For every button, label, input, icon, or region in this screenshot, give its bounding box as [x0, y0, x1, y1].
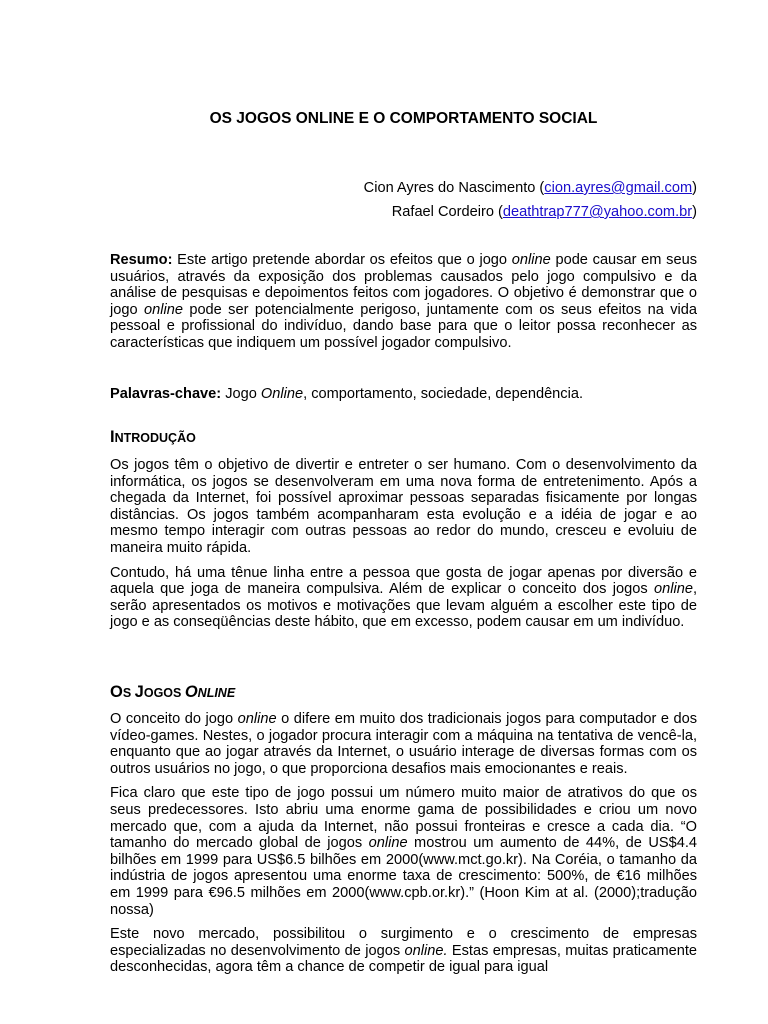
- abstract-label: Resumo:: [110, 252, 173, 268]
- body-paragraph: Contudo, há uma tênue linha entre a pessoa que gosta de jogar apenas por diversão e aquela que joga de maneira compulsiva. Além de explicar o conceito dos jogos online, serão apresentados os motivos e motivações que levam alguém a escolher este tipo de jogo e as conseqüências deste hábito, que em excesso, podem causar em um indivíduo.: [110, 564, 697, 631]
- abstract: [110, 252, 697, 352]
- page-title: OS JOGOS ONLINE E O COMPORTAMENTO SOCIAL: [209, 110, 598, 127]
- author-name: Cion Ayres do Nascimento: [363, 180, 536, 196]
- author-email-link[interactable]: deathtrap777@yahoo.com.br: [502, 204, 693, 220]
- keywords-paragraph: Palavras-chave: Jogo Online, comportamento, sociedade, dependência.: [110, 386, 584, 402]
- author-name: Rafael Cordeiro: [391, 204, 494, 220]
- author-line: Rafael Cordeiro (deathtrap777@yahoo.com.br): [391, 204, 697, 220]
- section-heading: OS JOGOS ONLINE: [110, 683, 236, 701]
- body-paragraph: Este novo mercado, possibilitou o surgimento e o crescimento de empresas especializadas no desenvolvimento de jogos online. Estas empresas, muitas praticamente desconhecidas, agora têm a chance de competir de igual para igual: [110, 926, 698, 976]
- author-email-link[interactable]: cion.ayres@gmail.com: [544, 180, 693, 196]
- body-paragraph: O conceito do jogo online o difere em muito dos tradicionais jogos para computador e dos vídeo-games. Nestes, o jogador procura interagir com a máquina na tentativa de vencê-la, enquanto que ao jogar através da Internet, o usuário interage de diversas formas com os outros usuários no jogo, o que proporciona desafios mais emocionantes e reais.: [110, 711, 697, 777]
- introduction-body: [110, 457, 697, 631]
- author-line: Cion Ayres do Nascimento (cion.ayres@gmail.com): [363, 180, 697, 196]
- section-introduction: [110, 428, 697, 447]
- keywords-label: Palavras-chave:: [110, 386, 222, 402]
- section-heading: INTRODUÇÃO: [110, 428, 196, 446]
- body-paragraph: Fica claro que este tipo de jogo possui um número muito maior de atrativos do que os seus predecessores. Isto abriu uma enorme gama de possibilidades e criou um novo mercado que, com a ajuda da Internet, não possui fronteiras e cresce a cada dia. “O tamanho do mercado global de jogos online mostrou um aumento de 44%, de US$4.4 bilhões em 1999 para US$6.5 bilhões em 2000(www.mct.go.kr). Na Coréia, o tamanho da indústria de jogos apresentou uma enorme taxa de crescimento: 500%, de €16 milhões em 1999 para €96.5 milhões em 2000(www.cpb.or.kr).” (Hoon Kim at al. (2000);tradução nossa): [110, 785, 698, 918]
- section-online-games: [110, 683, 697, 702]
- abstract-paragraph: Resumo: Este artigo pretende abordar os efeitos que o jogo online pode causar em seus usuários, através da exposição dos problemas causados pelo jogo compulsivo e da análise de pesquisas e depoimentos feitos com jogadores. O objetivo é demonstrar que o jogo online pode ser potencialmente perigoso, juntamente com os seus efeitos na vida pessoal e profissional do indivíduo, dando base para que o leitor possa reconhecer as características que indiquem um possível jogador compulsivo.: [110, 252, 697, 351]
- keywords: [110, 386, 697, 403]
- body-paragraph: Os jogos têm o objetivo de divertir e entreter o ser humano. Com o desenvolvimento da informática, os jogos se desenvolveram em uma nova forma de entretenimento. Após a chegada da Internet, foi possível aproximar pessoas separadas fisicamente por longas distâncias. Os jogos também acompanharam esta evolução e a idéia de jogar e ao mesmo tempo interagir com outras pessoas ao redor do mundo, cresceu e evoluiu de maneira muito rápida.: [110, 457, 697, 556]
- online-games-body: [110, 711, 697, 976]
- author-list: [110, 176, 697, 224]
